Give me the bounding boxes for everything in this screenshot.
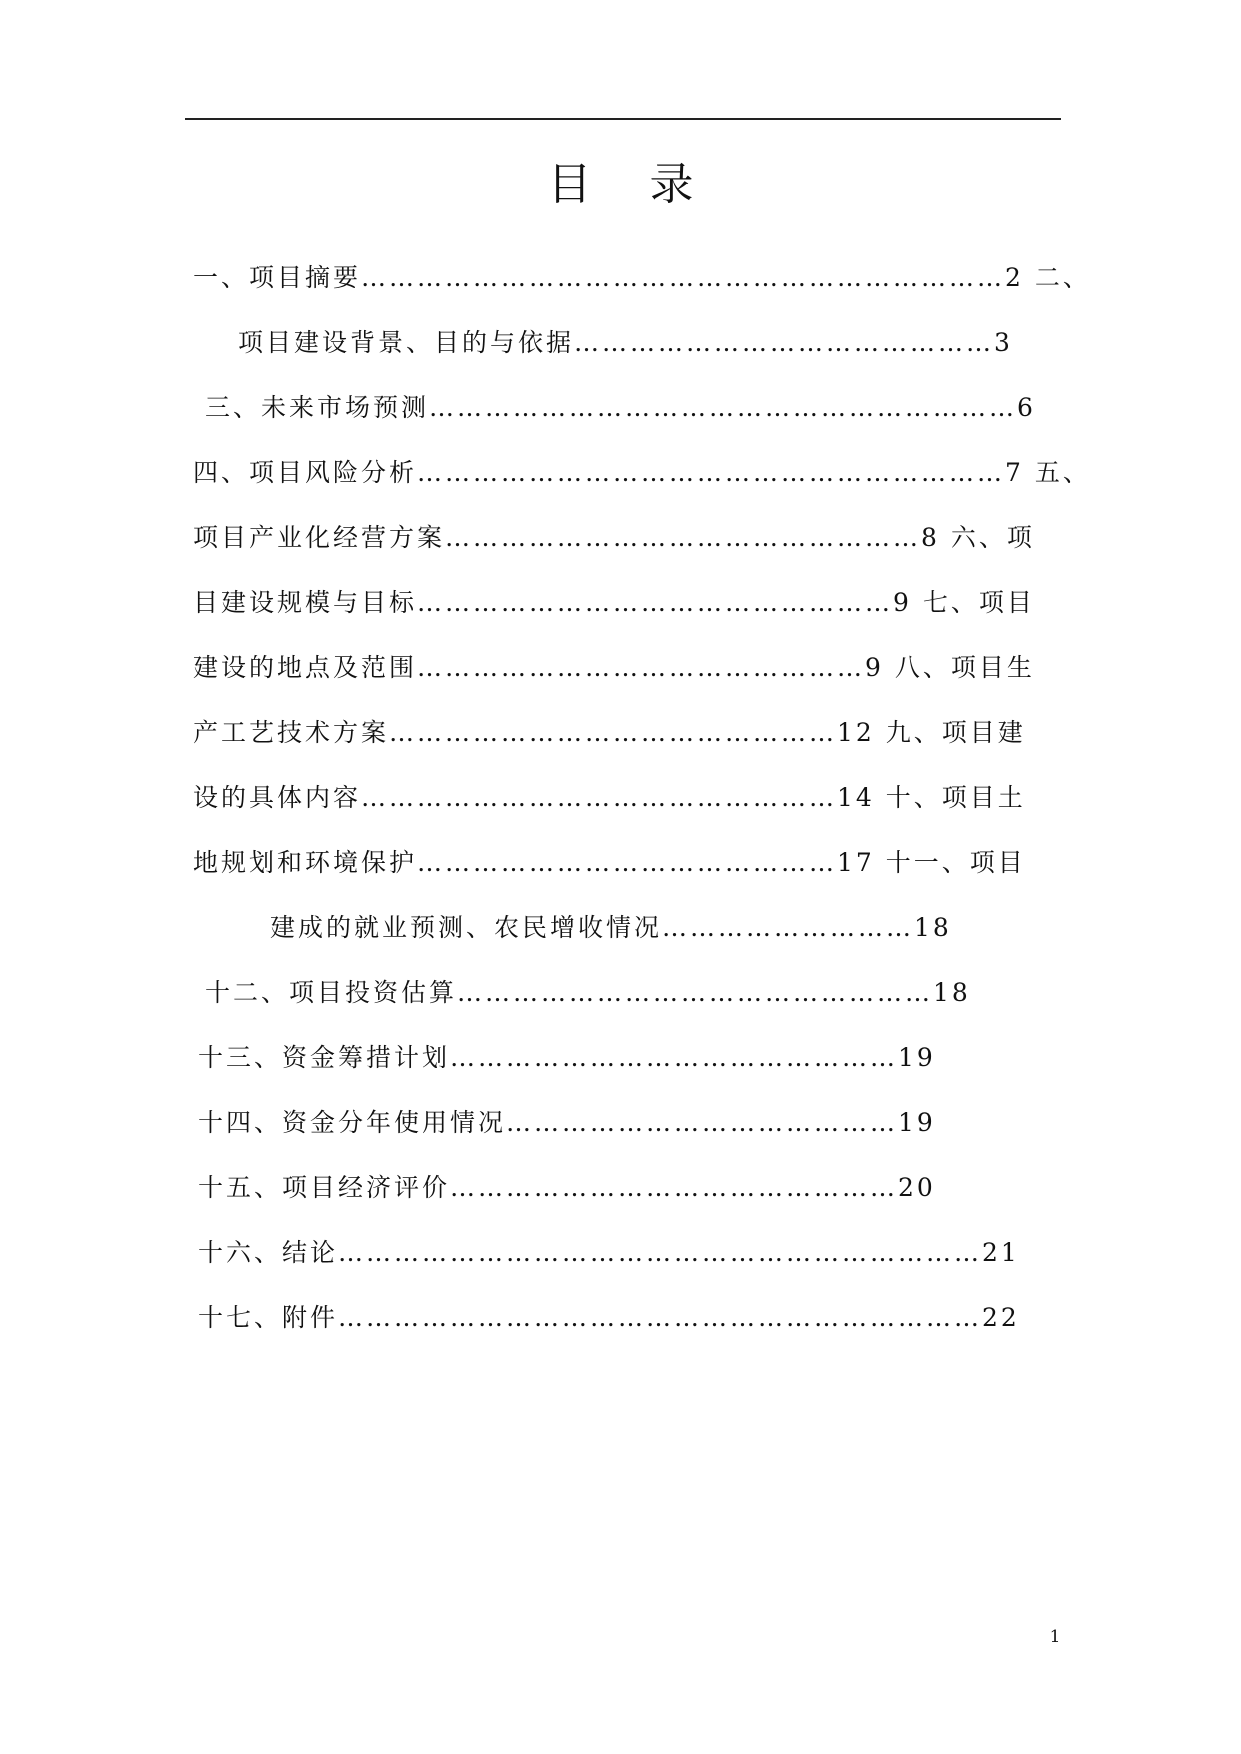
toc-line: 十六、结论……………………………………………………………21 <box>198 1238 1020 1267</box>
toc-line: 地规划和环境保护………………………………………17 十一、项目 <box>193 848 1026 877</box>
toc-line: 建设的地点及范围…………………………………………9 八、项目生 <box>193 653 1035 682</box>
header-rule <box>185 118 1061 120</box>
toc-line: 项目产业化经营方案……………………………………………8 六、项 <box>193 523 1035 552</box>
toc-line: 项目建设背景、目的与依据………………………………………3 <box>238 328 1013 357</box>
page-title: 目 录 <box>547 159 716 210</box>
toc-line: 十四、资金分年使用情况……………………………………19 <box>198 1108 936 1137</box>
toc-line: 设的具体内容……………………………………………14 十、项目土 <box>193 783 1026 812</box>
toc-line: 四、项目风险分析………………………………………………………7 五、 <box>193 458 1091 487</box>
toc-line: 三、未来市场预测………………………………………………………6 <box>205 393 1036 422</box>
toc-line: 一、项目摘要……………………………………………………………2 二、 <box>193 263 1091 292</box>
toc-line: 十三、资金筹措计划…………………………………………19 <box>198 1043 936 1072</box>
page-number: 1 <box>1049 1627 1061 1647</box>
toc-line: 产工艺技术方案…………………………………………12 九、项目建 <box>193 718 1026 747</box>
toc-line: 十五、项目经济评价…………………………………………20 <box>198 1173 936 1202</box>
toc-line: 目建设规模与目标……………………………………………9 七、项目 <box>193 588 1035 617</box>
toc-line: 十七、附件……………………………………………………………22 <box>198 1303 1020 1332</box>
toc-line: 建成的就业预测、农民增收情况………………………18 <box>270 913 952 942</box>
toc-line: 十二、项目投资估算……………………………………………18 <box>205 978 971 1007</box>
